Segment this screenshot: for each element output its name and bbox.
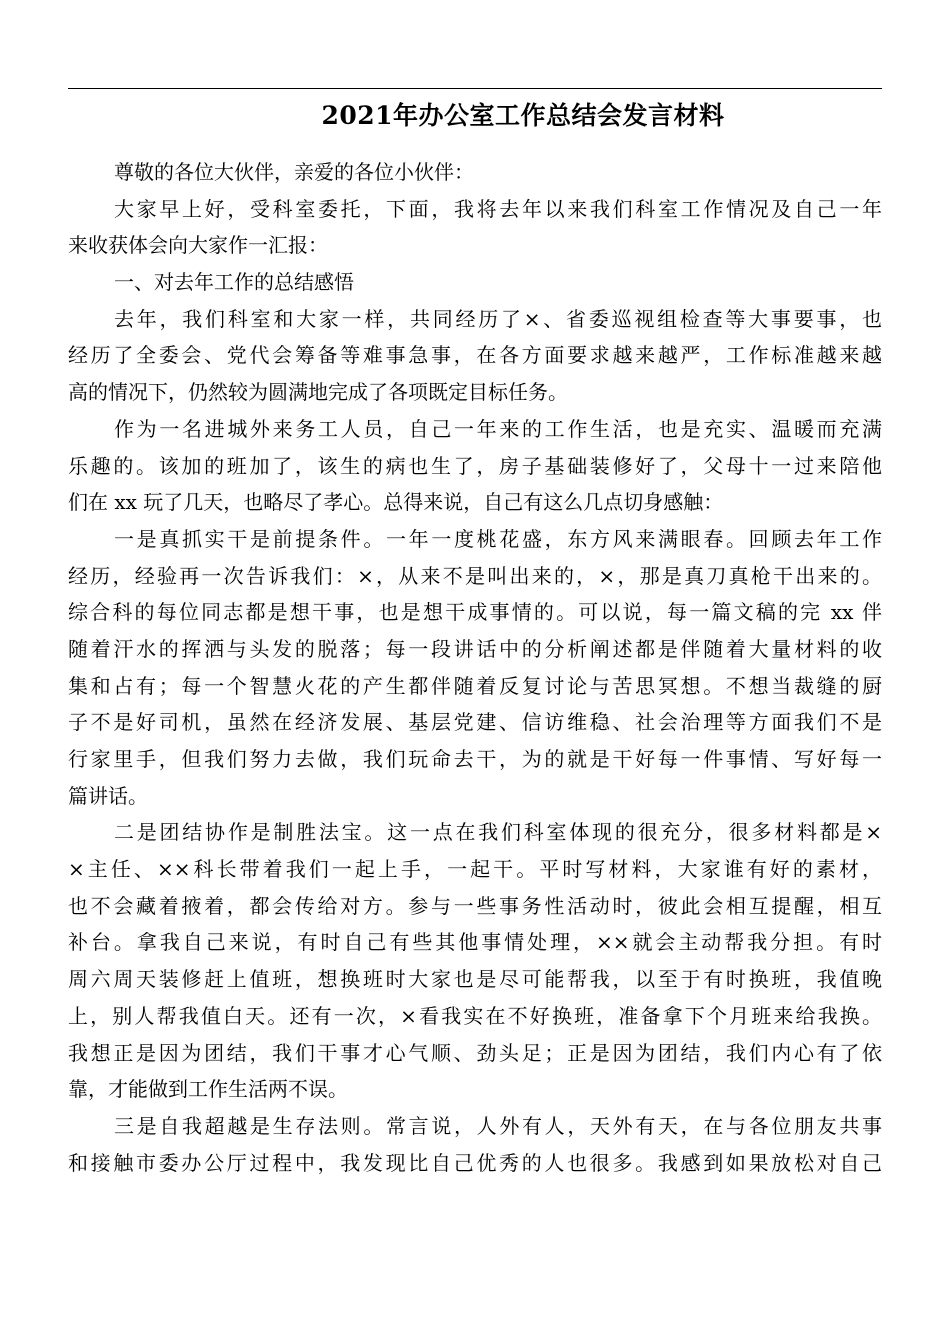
text-line: 去年，我们科室和大家一样，共同经历了×、省委巡视组检查等大事要事，也: [114, 306, 882, 331]
text-line: 也不会藏着掖着，都会传给对方。参与一些事务性活动时，彼此会相互提醒，相互: [68, 893, 882, 918]
text-line: 和接触市委办公厅过程中，我发现比自己优秀的人也很多。我感到如果放松对自己: [68, 1150, 882, 1175]
text-line: 篇讲话。: [68, 783, 148, 808]
text-line: 经历，经验再一次告诉我们：×，从来不是叫出来的，×，那是真刀真枪干出来的。: [68, 563, 882, 588]
document-body: [68, 154, 882, 1181]
text-line: 集和占有；每一个智慧火花的产生都伴随着反复讨论与苦思冥想。不想当裁缝的厨: [68, 673, 882, 698]
text-line: 一是真抓实干是前提条件。一年一度桃花盛，东方风来满眼春。回顾去年工作: [114, 526, 882, 551]
text-line: 大家早上好，受科室委托，下面，我将去年以来我们科室工作情况及自己一年: [114, 196, 882, 221]
text-line: 随着汗水的挥洒与头发的脱落；每一段讲话中的分析阐述都是伴随着大量材料的收: [68, 636, 882, 661]
text-line: 乐趣的。该加的班加了，该生的病也生了，房子基础装修好了，父母十一过来陪他: [68, 453, 882, 478]
text-line: 三是自我超越是生存法则。常言说，人外有人，天外有天，在与各位朋友共事: [114, 1113, 882, 1138]
text-line: 们在 xx 玩了几天，也略尽了孝心。总得来说，自己有这么几点切身感触：: [68, 490, 724, 515]
text-line: 子不是好司机，虽然在经济发展、基层党建、信访维稳、社会治理等方面我们不是: [68, 710, 882, 735]
header-rule: [68, 88, 882, 89]
text-line: 周六周天装修赶上值班，想换班时大家也是尽可能帮我，以至于有时换班，我值晚: [68, 967, 882, 992]
text-line: 二是团结协作是制胜法宝。这一点在我们科室体现的很充分，很多材料都是×: [114, 820, 882, 845]
text-line: 来收获体会向大家作一汇报：: [68, 233, 328, 258]
document-title: 2021年办公室工作总结会发言材料: [321, 101, 725, 130]
text-line: ×主任、××科长带着我们一起上手，一起干。平时写材料，大家谁有好的素材，: [68, 857, 882, 882]
text-line: 补台。拿我自己来说，有时自己有些其他事情处理，××就会主动帮我分担。有时: [68, 930, 882, 955]
text-line: 上，别人帮我值白天。还有一次，×看我实在不好换班，准备拿下个月班来给我换。: [68, 1003, 882, 1028]
text-line: 高的情况下，仍然较为圆满地完成了各项既定目标任务。: [68, 380, 568, 405]
text-line: 尊敬的各位大伙伴，亲爱的各位小伙伴：: [114, 160, 474, 184]
text-line: 我想正是因为团结，我们干事才心气顺、劲头足；正是因为团结，我们内心有了依: [68, 1040, 882, 1065]
text-line: 靠，才能做到工作生活两不误。: [68, 1077, 348, 1102]
text-line: 行家里手，但我们努力去做，我们玩命去干，为的就是干好每一件事情、写好每一: [68, 747, 882, 771]
text-line: 经历了全委会、党代会筹备等难事急事，在各方面要求越来越严，工作标准越来越: [68, 343, 882, 368]
text-line: 综合科的每位同志都是想干事，也是想干成事情的。可以说，每一篇文稿的完 xx 伴: [68, 600, 882, 625]
text-line: 作为一名进城外来务工人员，自己一年来的工作生活，也是充实、温暖而充满: [114, 416, 882, 441]
text-line: 一、对去年工作的总结感悟: [114, 270, 354, 295]
